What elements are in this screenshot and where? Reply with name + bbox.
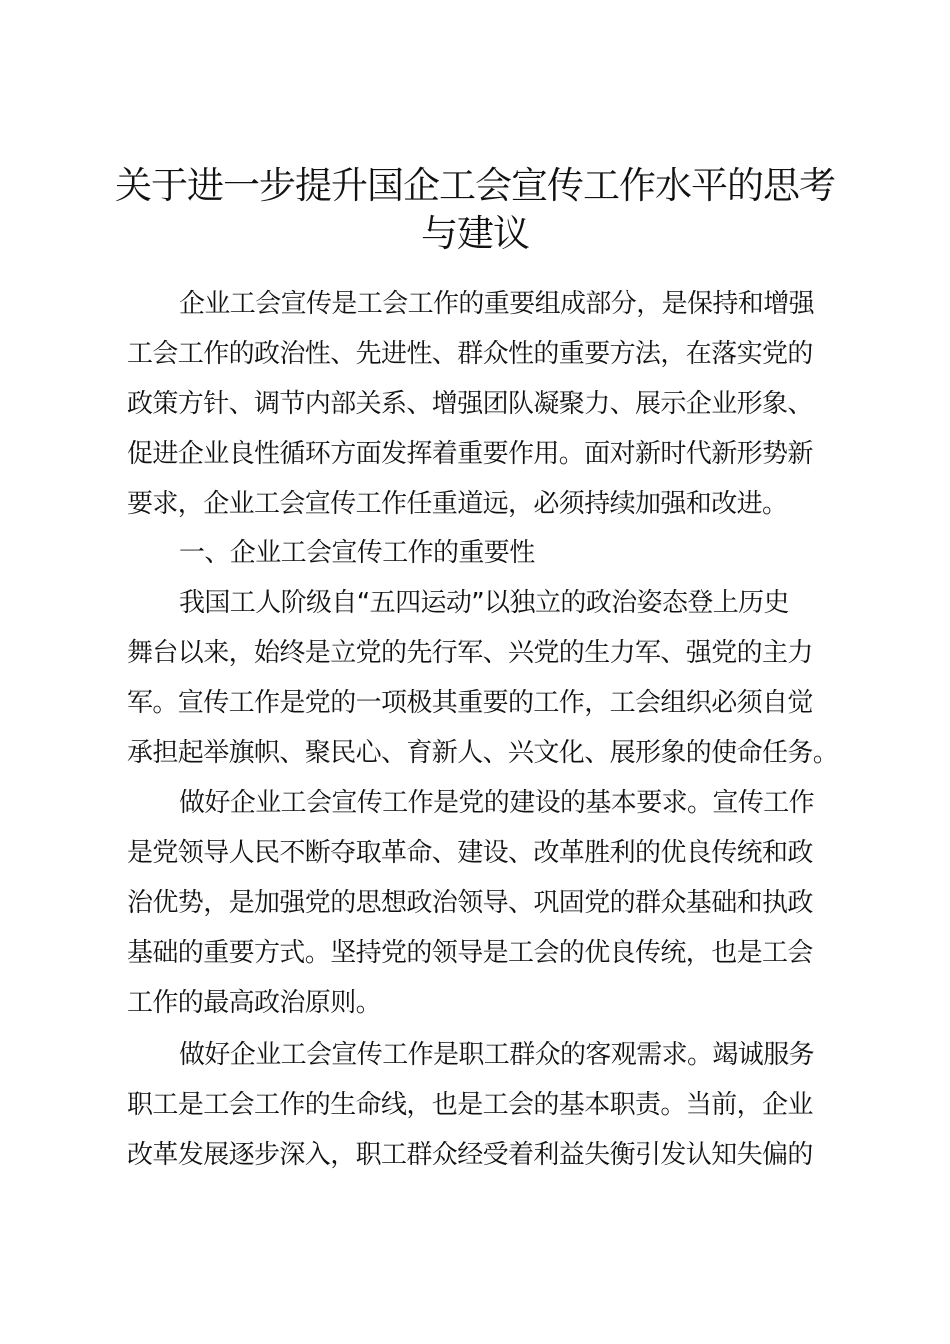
paragraph-line: 职工是工会工作的生命线，也是工会的基本职责。当前，企业 [127, 1090, 813, 1120]
document-title-line-1: 关于进一步提升国企工会宣传工作水平的思考 [115, 164, 835, 207]
paragraph-line: 做好企业工会宣传工作是党的建设的基本要求。宣传工作 [179, 788, 815, 818]
paragraph-line: 我国工人阶级自“五四运动”以独立的政治姿态登上历史 [179, 588, 789, 618]
document-title-line-2: 与建议 [421, 212, 529, 255]
paragraph-line: 政策方针、调节内部关系、增强团队凝聚力、展示企业形象、 [127, 389, 813, 419]
section-heading: 一、企业工会宣传工作的重要性 [179, 538, 535, 568]
paragraph-line: 促进企业良性循环方面发挥着重要作用。面对新时代新形势新 [127, 439, 813, 469]
paragraph-line: 要求，企业工会宣传工作任重道远，必须持续加强和改进。 [127, 489, 788, 519]
paragraph-line: 工作的最高政治原则。 [127, 988, 382, 1018]
paragraph-line: 改革发展逐步深入，职工群众经受着利益失衡引发认知失偏的 [127, 1140, 813, 1170]
paragraph-line: 工会工作的政治性、先进性、群众性的重要方法，在落实党的 [127, 339, 813, 369]
paragraph-line: 舞台以来，始终是立党的先行军、兴党的生力军、强党的主力 [127, 638, 813, 668]
paragraph-line: 治优势，是加强党的思想政治领导、巩固党的群众基础和执政 [127, 888, 813, 918]
paragraph-line: 承担起举旗帜、聚民心、育新人、兴文化、展形象的使命任务。 [127, 738, 839, 768]
paragraph-line: 军。宣传工作是党的一项极其重要的工作，工会组织必须自觉 [127, 688, 813, 718]
paragraph-line: 企业工会宣传是工会工作的重要组成部分，是保持和增强 [179, 289, 815, 319]
paragraph-line: 是党领导人民不断夺取革命、建设、改革胜利的优良传统和政 [127, 838, 813, 868]
paragraph-line: 基础的重要方式。坚持党的领导是工会的优良传统，也是工会 [127, 938, 813, 968]
paragraph-line: 做好企业工会宣传工作是职工群众的客观需求。竭诚服务 [179, 1040, 815, 1070]
